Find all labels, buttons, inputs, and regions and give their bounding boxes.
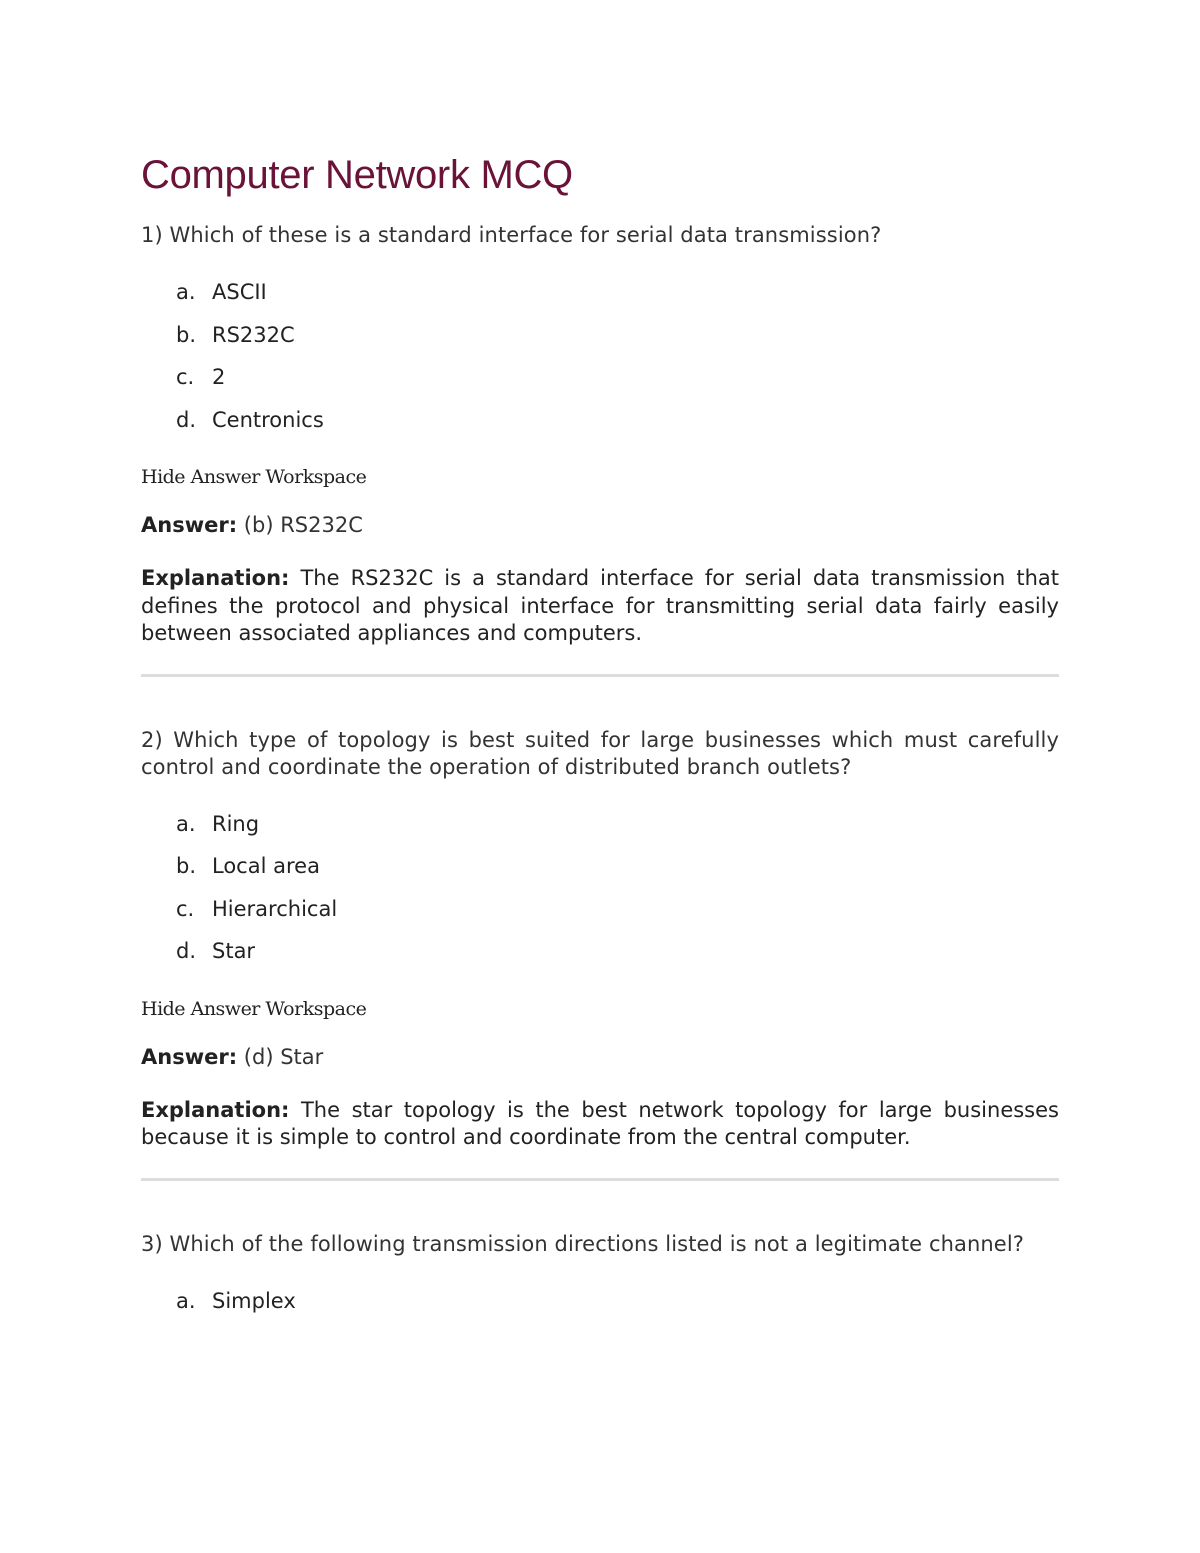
question-block [141, 1231, 1059, 1323]
option-item [176, 271, 1059, 314]
option-text: ASCII [212, 280, 267, 304]
answer-label: Answer: [141, 513, 238, 537]
answer-value: (b) RS232C [243, 513, 363, 537]
question-block [141, 727, 1059, 1181]
option-item [176, 888, 1059, 931]
answer-line [141, 511, 1059, 539]
page-title: Computer Network MCQ [141, 153, 573, 197]
option-text: Star [212, 939, 256, 963]
option-letter: c. [176, 365, 195, 389]
explanation-label: Explanation: [141, 566, 290, 590]
answer-line [141, 1043, 1059, 1071]
divider [141, 674, 1059, 677]
option-item [176, 930, 1059, 973]
option-letter: d. [176, 407, 197, 432]
divider [141, 1178, 1059, 1181]
option-text: Hierarchical [212, 896, 338, 921]
option-item [176, 399, 1059, 442]
question-text: 3) Which of the following transmission directions listed is not a legitimate channel? [141, 1231, 1024, 1256]
answer-label: Answer: [141, 1044, 238, 1069]
explanation-text: The star topology is the best network topology for large businesses because it is simple to control and coordinate from the central computer. [141, 1097, 1059, 1149]
option-item [176, 356, 1059, 399]
option-item [176, 1280, 1059, 1323]
option-item [176, 314, 1059, 357]
option-text: Ring [212, 811, 260, 836]
option-list [141, 271, 1059, 441]
option-text: Simplex [212, 1288, 296, 1313]
option-list [141, 803, 1059, 973]
option-list [141, 1280, 1059, 1323]
option-letter: b. [176, 854, 197, 878]
option-letter: d. [176, 939, 197, 963]
option-item [176, 803, 1059, 846]
option-letter: c. [176, 896, 195, 921]
answer-value: (d) Star [243, 1044, 324, 1069]
hide-answer-workspace-link[interactable]: Hide Answer Workspace [141, 997, 367, 1020]
option-letter: a. [176, 811, 196, 836]
explanation [141, 565, 1059, 648]
option-text: Centronics [212, 407, 324, 432]
explanation-text: The RS232C is a standard interface for serial data transmission that defines the protocol and physical interface for transmitting serial data fairly easily between associated appliances and computers. [141, 566, 1059, 645]
option-text: RS232C [212, 322, 295, 347]
question-text: 1) Which of these is a standard interface for serial data transmission? [141, 223, 882, 247]
explanation [141, 1097, 1059, 1152]
document-page [141, 148, 1059, 1344]
question-block [141, 222, 1059, 677]
option-letter: a. [176, 1288, 196, 1313]
option-text: 2 [212, 365, 226, 389]
option-text: Local area [212, 854, 320, 878]
question-text: 2) Which type of topology is best suited for large businesses which must carefully control and coordinate the operation of distributed branch outlets? [141, 727, 1059, 779]
hide-answer-workspace-link[interactable]: Hide Answer Workspace [141, 466, 367, 488]
explanation-label: Explanation: [141, 1097, 290, 1122]
option-letter: a. [176, 280, 196, 304]
option-item [176, 845, 1059, 888]
option-letter: b. [176, 322, 197, 347]
